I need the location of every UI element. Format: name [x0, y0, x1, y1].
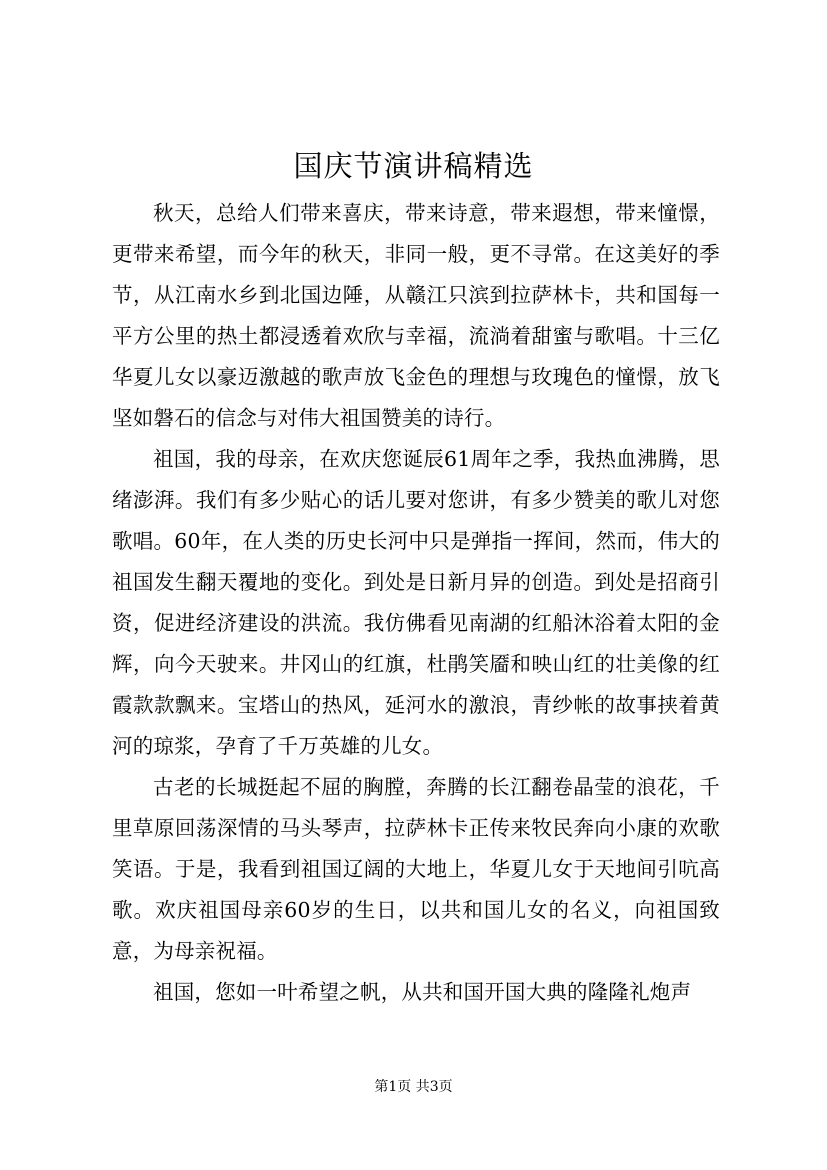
document-title: 国庆节演讲稿精选: [293, 149, 534, 183]
page-number-footer: 第1页 共3页: [374, 1079, 453, 1095]
document-body: [112, 193, 720, 1013]
paragraph-3: 古老的长城挺起不屈的胸膛，奔腾的长江翻卷晶莹的浪花，千里草原回荡深情的马头琴声，拉萨林卡正传来牧民奔向小康的欢歌笑语。于是，我看到祖国辽阔的大地上，华夏儿女于天地间引吭高歌。欢庆祖国母亲60岁的生日，以共和国儿女的名义，向祖国致意，为母亲祝福。: [112, 775, 720, 963]
paragraph-1: 秋天，总给人们带来喜庆，带来诗意，带来遐想，带来憧憬，更带来希望，而今年的秋天，非同一般，更不寻常。在这美好的季节，从江南水乡到北国边陲，从赣江只滨到拉萨林卡，共和国每一平方公里的热土都浸透着欢欣与幸福，流淌着甜蜜与歌唱。十三亿华夏儿女以豪迈激越的歌声放飞金色的理想与玫瑰色的憧憬，放飞坚如磐石的信念与对伟大祖国赞美的诗行。: [112, 201, 720, 430]
paragraph-4: 祖国，您如一叶希望之帆，从共和国开国大典的隆隆礼炮声: [153, 980, 692, 1004]
paragraph-2: 祖国，我的母亲，在欢庆您诞辰61周年之季，我热血沸腾，思绪澎湃。我们有多少贴心的话儿要对您讲，有多少赞美的歌儿对您歌唱。60年，在人类的历史长河中只是弹指一挥间，然而，伟大的祖国发生翻天覆地的变化。到处是日新月异的创造。到处是招商引资，促进经济建设的洪流。我仿佛看见南湖的红船沐浴着太阳的金辉，向今天驶来。井冈山的红旗，杜鹃笑靥和映山红的壮美像的红霞款款飘来。宝塔山的热风，延河水的激浪，青纱帐的故事挟着黄河的琼浆，孕育了千万英雄的儿女。: [112, 447, 720, 758]
